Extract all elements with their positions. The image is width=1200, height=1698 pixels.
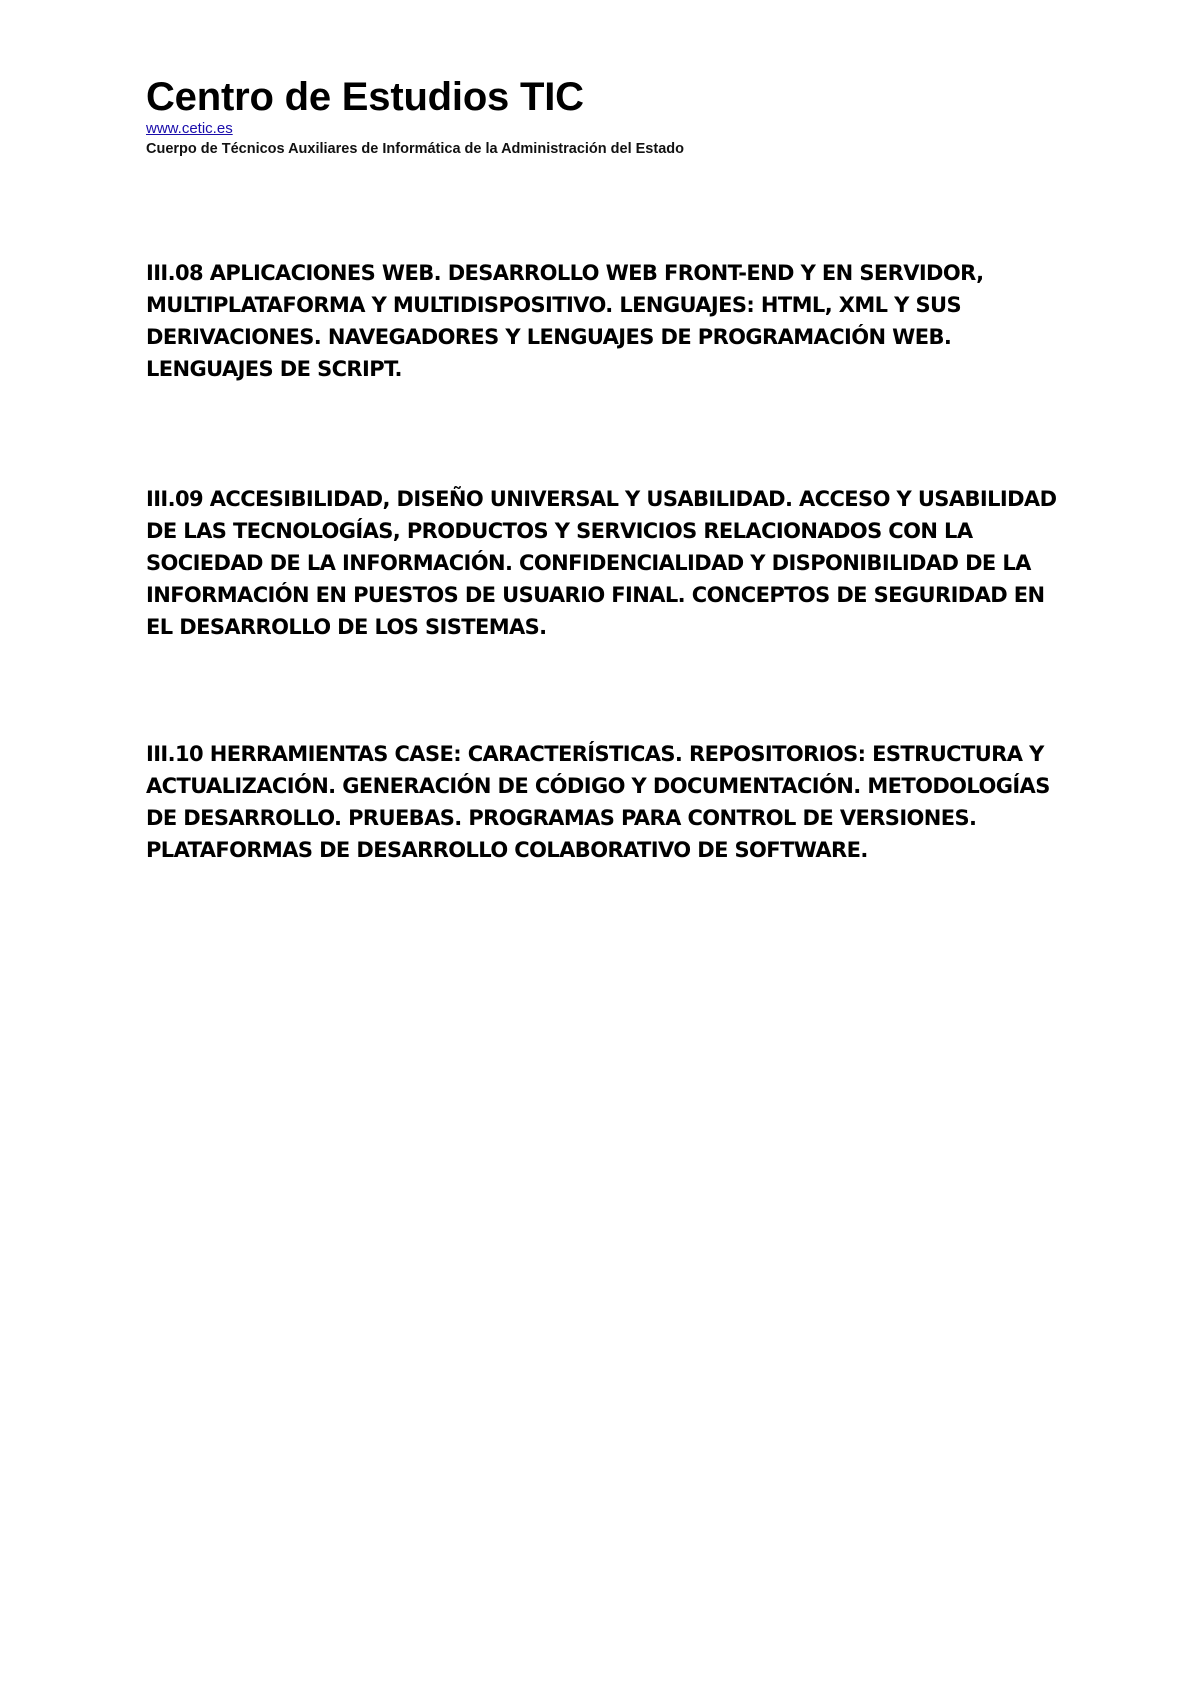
organization-title: Centro de Estudios TIC <box>146 75 584 119</box>
organization-subtitle: Cuerpo de Técnicos Auxiliares de Informática de la Administración del Estado <box>146 141 684 157</box>
topic-paragraph: III.09 ACCESIBILIDAD, DISEÑO UNIVERSAL Y USABILIDAD. ACCESO Y USABILIDAD DE LAS TECNOLOGÍAS, PRODUCTOS Y SERVICIOS RELACIONADOS CON LA SOCIEDAD DE LA INFORMACIÓN. CONFIDENCIALIDAD Y DISPONIBILIDAD DE LA INFORMACIÓN EN PUESTOS DE USUARIO FINAL. CONCEPTOS DE SEGURIDAD EN EL DESARROLLO DE LOS SISTEMAS. <box>146 487 1057 639</box>
topic-paragraph: III.10 HERRAMIENTAS CASE: CARACTERÍSTICAS. REPOSITORIOS: ESTRUCTURA Y ACTUALIZACIÓN. GENERACIÓN DE CÓDIGO Y DOCUMENTACIÓN. METODOLOGÍAS DE DESARROLLO. PRUEBAS. PROGRAMAS PARA CONTROL DE VERSIONES. PLATAFORMAS DE DESARROLLO COLABORATIVO DE SOFTWARE. <box>146 742 1050 862</box>
website-link[interactable]: www.cetic.es <box>146 120 233 137</box>
document-header <box>146 74 1046 158</box>
topic-paragraph: III.08 APLICACIONES WEB. DESARROLLO WEB FRONT-END Y EN SERVIDOR, MULTIPLATAFORMA Y MULTIDISPOSITIVO. LENGUAJES: HTML, XML Y SUS DERIVACIONES. NAVEGADORES Y LENGUAJES DE PROGRAMACIÓN WEB. LENGUAJES DE SCRIPT. <box>146 261 984 381</box>
